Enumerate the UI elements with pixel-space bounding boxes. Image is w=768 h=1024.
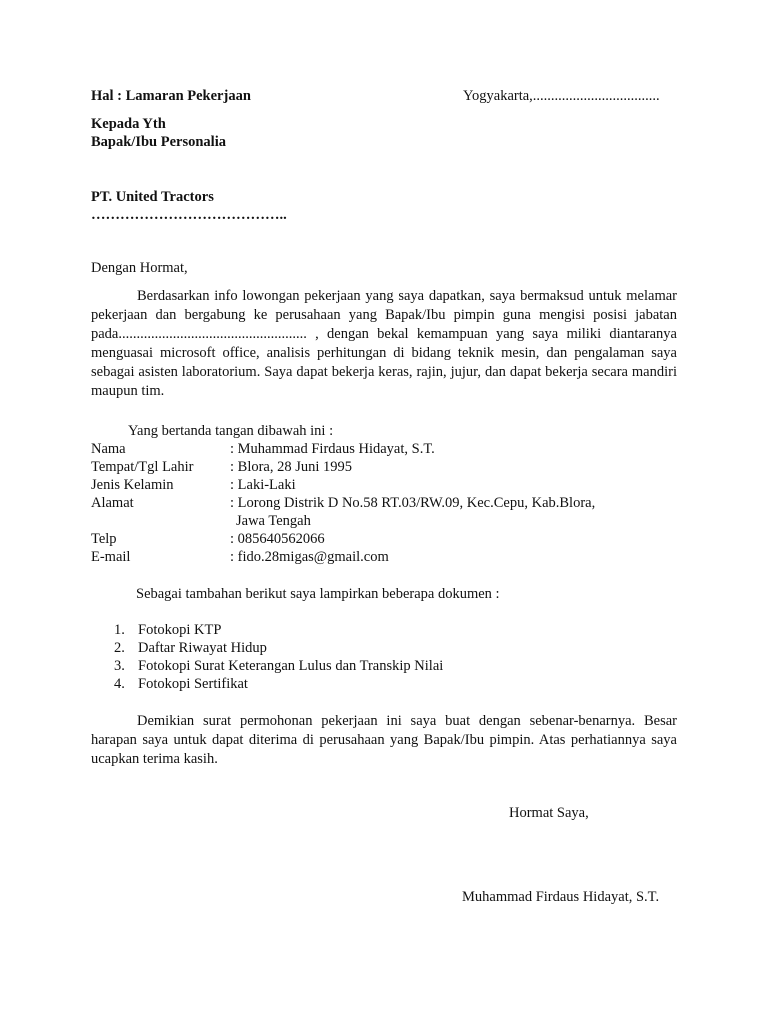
identity-label: Telp xyxy=(91,531,117,547)
identity-intro: Yang bertanda tangan dibawah ini : xyxy=(128,423,334,439)
signatory-name: Muhammad Firdaus Hidayat, S.T. xyxy=(462,889,660,905)
identity-label: Nama xyxy=(91,441,126,457)
list-item-number: 4. xyxy=(114,676,125,692)
list-item-text: Fotokopi Sertifikat xyxy=(138,676,248,692)
body-paragraph-1: Berdasarkan info lowongan pekerjaan yang saya dapatkan, saya bermaksud untuk melamar pekerjaan dan bergabung ke perusahaan yang Bapak/Ibu pimpin guna mengisi posisi jabatan pada.................................................... , dengan bekal kemampuan yang saya miliki diantaranya menguasai microsoft office, analisis perhitungan di bidang teknik mesin, dan pengalaman saya sebagai asisten laboratorium. Saya dapat bekerja keras, rajin, jujur, dan dapat bekerja secara mandiri maupun tim. xyxy=(91,288,677,399)
company-address: ………………………………….. xyxy=(91,207,287,223)
identity-value: : Lorong Distrik D No.58 RT.03/RW.09, Kec.Cepu, Kab.Blora, xyxy=(230,495,596,511)
letter-subject: Hal : Lamaran Pekerjaan xyxy=(91,88,251,104)
identity-value: : Laki-Laki xyxy=(230,477,296,493)
list-item-text: Daftar Riwayat Hidup xyxy=(138,640,267,656)
identity-label: Jenis Kelamin xyxy=(91,477,174,493)
identity-value: : fido.28migas@gmail.com xyxy=(230,549,389,565)
list-item-text: Fotokopi KTP xyxy=(138,622,222,638)
recipient-line-1: Kepada Yth xyxy=(91,116,166,132)
list-item-number: 3. xyxy=(114,658,125,674)
greeting: Dengan Hormat, xyxy=(91,260,188,276)
identity-label: E-mail xyxy=(91,549,131,565)
company-name: PT. United Tractors xyxy=(91,189,214,205)
attachments-intro: Sebagai tambahan berikut saya lampirkan beberapa dokumen : xyxy=(136,586,500,602)
closing-salutation: Hormat Saya, xyxy=(509,805,589,821)
identity-value: Jawa Tengah xyxy=(236,513,311,529)
list-item-number: 2. xyxy=(114,640,125,656)
letter-place-date: Yogyakarta,................................... xyxy=(463,88,660,104)
closing-paragraph: Demikian surat permohonan pekerjaan ini saya buat dengan sebenar-benarnya. Besar harapan saya untuk dapat diterima di perusahaan yang Bapak/Ibu pimpin. Atas perhatiannya saya ucapkan terima kasih. xyxy=(91,713,677,767)
list-item-text: Fotokopi Surat Keterangan Lulus dan Transkip Nilai xyxy=(138,658,444,674)
recipient-line-2: Bapak/Ibu Personalia xyxy=(91,134,226,150)
list-item-number: 1. xyxy=(114,622,125,638)
identity-value: : Muhammad Firdaus Hidayat, S.T. xyxy=(230,441,435,457)
identity-value: : Blora, 28 Juni 1995 xyxy=(230,459,353,475)
identity-label: Alamat xyxy=(91,495,134,511)
identity-label: Tempat/Tgl Lahir xyxy=(91,459,194,475)
identity-value: : 085640562066 xyxy=(230,531,325,547)
